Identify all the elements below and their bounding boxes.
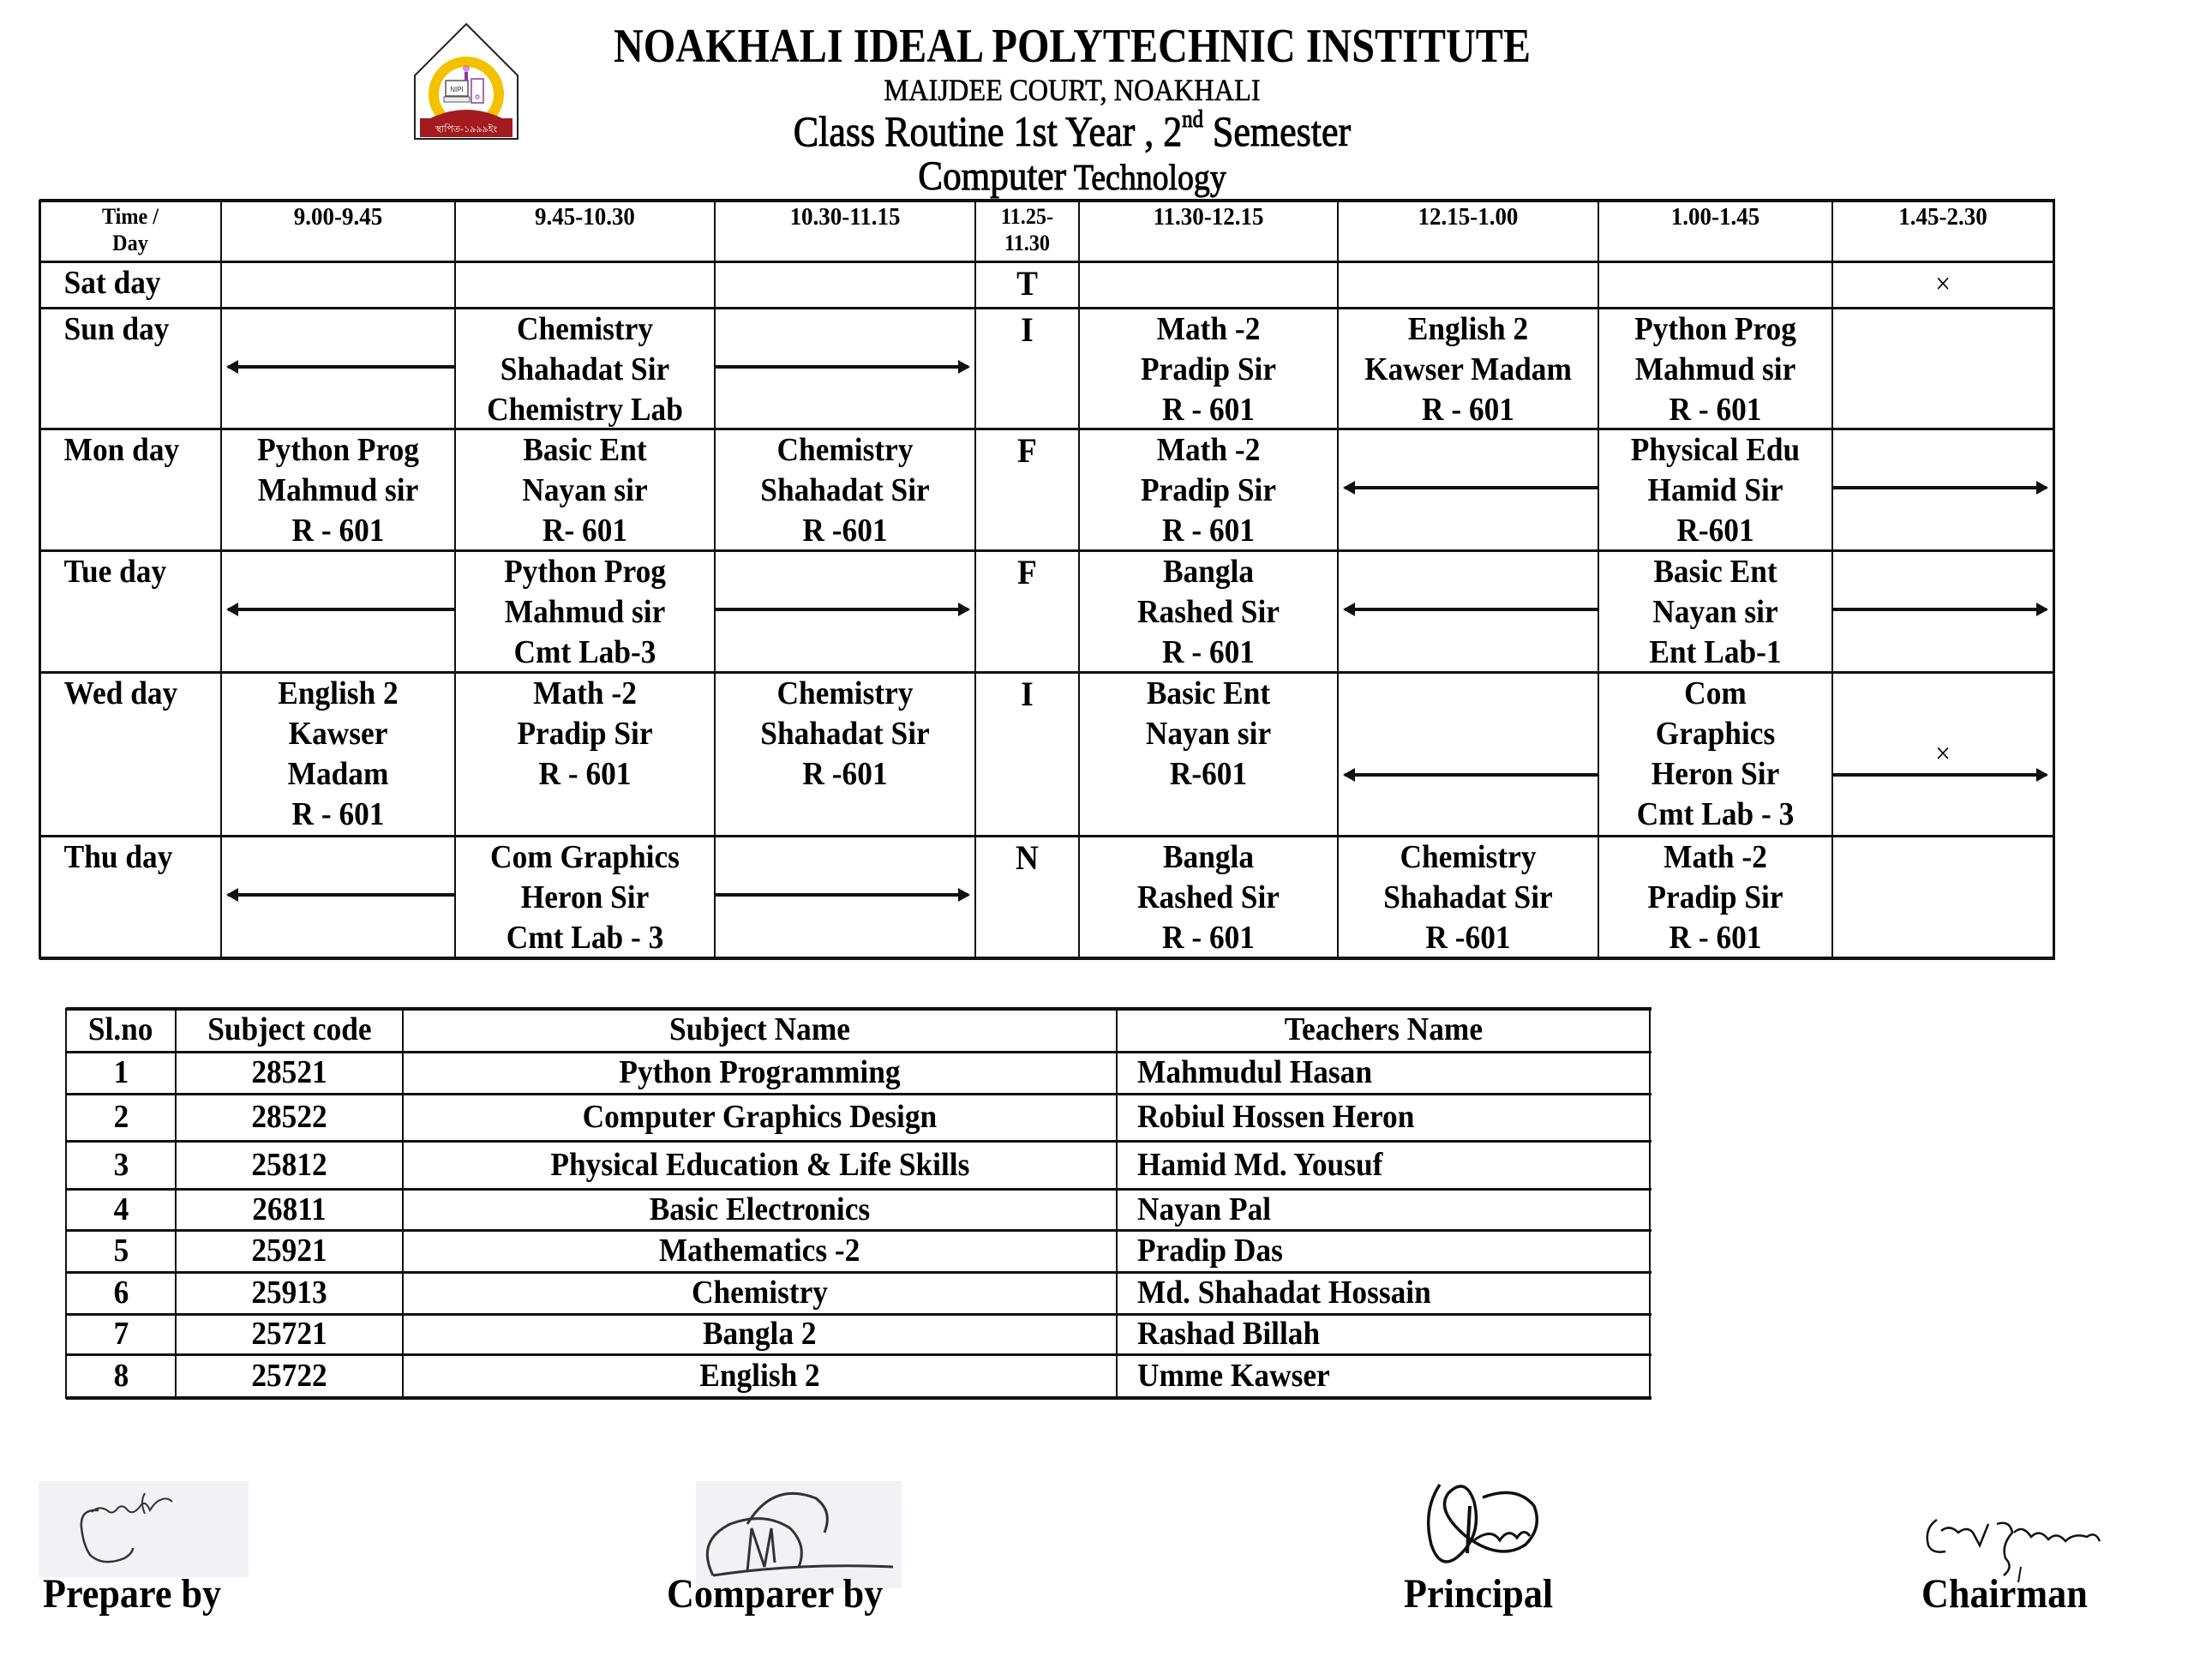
cell-line: Nayan sir: [1652, 594, 1778, 630]
time-slot-header: [1338, 200, 1598, 261]
cell-line: Madam: [287, 756, 389, 792]
cell-line: Basic Ent: [1146, 675, 1271, 711]
cell-text: Bangla 2: [703, 1316, 817, 1352]
serial-number: [66, 1094, 176, 1141]
cell-line: 11.30-12.15: [1153, 203, 1264, 231]
cell-text: Python Programming: [619, 1054, 901, 1090]
cell-line: Bangla: [1162, 839, 1255, 875]
cell-line: Shahadat Sir: [760, 716, 930, 752]
day-label: [39, 261, 221, 308]
cell-line: F: [1017, 431, 1037, 470]
cell-line: F: [1017, 553, 1037, 591]
cell-line: 10.30-11.15: [789, 203, 901, 231]
cell-text: Subject code: [207, 1011, 372, 1047]
cell-line: Nayan sir: [522, 472, 648, 508]
subject-name: [403, 1052, 1117, 1094]
class-cell: [1598, 308, 1832, 429]
cell-line: Ent Lab-1: [1649, 634, 1782, 670]
department-title: [107, 153, 2037, 200]
cell-line: Pradip Sir: [1140, 472, 1277, 508]
teacher-name: [1117, 1272, 1650, 1314]
cell-line: R - 601: [1162, 392, 1255, 428]
cell-line: Shahadat Sir: [500, 351, 670, 387]
cell-line: R - 601: [1669, 920, 1762, 956]
cell-line: Tue day: [63, 554, 167, 590]
cell-line: R - 601: [1162, 920, 1255, 956]
time-slot-header: [1079, 200, 1338, 261]
column-border: [2053, 200, 2055, 959]
class-cell: [455, 836, 715, 957]
cell-text: Computer Graphics Design: [582, 1099, 938, 1135]
routine-title-semester: Semester: [1202, 107, 1352, 155]
cell-text: 8: [113, 1358, 129, 1394]
cell-text: Chemistry: [691, 1275, 829, 1311]
no-class-mark: [1832, 672, 2053, 836]
arrow-right-icon: [715, 608, 968, 611]
break-letter: [975, 550, 1079, 672]
subject-code: [176, 1354, 403, 1397]
break-letter: [975, 308, 1079, 429]
routine-title-text: Class Routine 1st Year , 2: [793, 107, 1183, 155]
cell-line: R - 601: [1162, 634, 1255, 670]
cell-text: 7: [113, 1316, 129, 1352]
cell-line: Bangla: [1162, 554, 1255, 590]
cell-line: R- 601: [542, 513, 628, 549]
cell-line: Basic Ent: [523, 432, 647, 468]
cell-text: 2: [113, 1099, 129, 1135]
principal-signature: [1423, 1476, 1551, 1575]
cell-line: Math -2: [1663, 839, 1767, 875]
cell-line: ×: [1935, 268, 1951, 300]
class-cell: [1598, 672, 1832, 836]
class-cell: [1079, 672, 1338, 836]
cell-line: R - 601: [1162, 513, 1255, 549]
cell-line: Chemistry Lab: [487, 392, 683, 428]
cell-line: Com: [1684, 675, 1747, 711]
cell-text: Basic Electronics: [649, 1191, 871, 1227]
cell-line: R - 601: [538, 756, 632, 792]
time-slot-header: [1598, 200, 1832, 261]
svg-text:স্থাপিত-১৯৯৯ইং: স্থাপিত-১৯৯৯ইং: [435, 123, 498, 135]
cell-line: Mahmud sir: [1634, 351, 1796, 387]
cell-line: Pradip Sir: [517, 716, 653, 752]
day-label: [39, 672, 221, 836]
cell-line: Hamid Sir: [1647, 472, 1783, 508]
cell-line: Mahmud sir: [257, 472, 419, 508]
cell-text: Physical Education & Life Skills: [550, 1147, 969, 1183]
cell-line: Wed day: [63, 675, 178, 711]
cell-line: Chemistry: [1400, 839, 1537, 875]
cell-line: Com Graphics: [490, 839, 680, 875]
cell-line: Mahmud sir: [504, 594, 666, 630]
arrow-left-icon: [228, 893, 455, 897]
break-letter: [975, 836, 1079, 957]
subject-name: [403, 1314, 1117, 1354]
cell-text: 26811: [252, 1191, 327, 1227]
class-cell: [455, 429, 715, 550]
cell-text: Hamid Md. Yousuf: [1137, 1147, 1383, 1183]
arrow-right-icon: [715, 893, 968, 897]
class-cell: [221, 672, 455, 836]
cell-line: 12.15-1.00: [1418, 203, 1519, 231]
cell-text: Md. Shahadat Hossain: [1137, 1275, 1431, 1311]
cell-line: 9.45-10.30: [535, 203, 635, 231]
arrow-left-icon: [228, 365, 455, 369]
cell-text: Subject Name: [668, 1011, 851, 1047]
cell-line: English 2: [1407, 311, 1529, 347]
cell-line: Cmt Lab - 3: [506, 920, 664, 956]
day-label: [39, 429, 221, 550]
cell-line: R - 601: [1669, 392, 1762, 428]
class-cell: [1598, 429, 1832, 550]
class-cell: [1598, 550, 1832, 672]
cell-line: Pradip Sir: [1647, 879, 1783, 915]
routine-title: [129, 106, 2016, 156]
arrow-left-icon: [1345, 608, 1598, 611]
cell-text: 25722: [251, 1358, 327, 1394]
cell-line: Math -2: [1156, 432, 1261, 468]
cell-line: Rashed Sir: [1137, 594, 1280, 630]
time-slot-header: [1832, 200, 2053, 261]
teacher-name: [1117, 1141, 1650, 1189]
cell-line: 11.30: [1004, 231, 1051, 255]
cell-text: Nayan Pal: [1137, 1191, 1272, 1227]
serial-number: [66, 1141, 176, 1189]
cell-line: Python Prog: [1634, 311, 1796, 347]
serial-number: [66, 1272, 176, 1314]
cell-line: Heron Sir: [1651, 756, 1780, 792]
principal-label: Principal: [1404, 1571, 1554, 1617]
column-header: [1117, 1008, 1650, 1052]
cell-line: R - 601: [291, 796, 385, 832]
institute-address: MAIJDEE COURT, NOAKHALI: [884, 73, 1261, 107]
cell-line: N: [1016, 838, 1039, 877]
subject-name: [403, 1189, 1117, 1230]
corner-header: [39, 200, 221, 261]
cell-text: 1: [113, 1054, 129, 1090]
cell-line: R - 601: [1422, 392, 1514, 428]
cell-line: Chemistry: [776, 432, 914, 468]
subject-code: [176, 1141, 403, 1189]
arrow-right-icon: [1832, 773, 2047, 777]
class-cell: [1338, 308, 1598, 429]
teacher-name: [1117, 1230, 1650, 1272]
arrow-right-icon: [715, 365, 968, 369]
cell-text: 28521: [251, 1054, 327, 1090]
cell-line: R-601: [1169, 756, 1248, 792]
cell-line: Shahadat Sir: [760, 472, 930, 508]
time-slot-header: [975, 200, 1079, 261]
prepare-by-label: Prepare by: [43, 1571, 222, 1617]
cell-text: 25913: [251, 1275, 327, 1311]
class-cell: [455, 308, 715, 429]
break-letter: [975, 429, 1079, 550]
teacher-name: [1117, 1052, 1650, 1094]
subject-code: [176, 1189, 403, 1230]
class-cell: [1079, 836, 1338, 957]
cell-text: Pradip Das: [1137, 1233, 1283, 1269]
class-cell: [221, 429, 455, 550]
cell-line: Graphics: [1655, 716, 1776, 752]
cell-line: 1.45-2.30: [1898, 203, 1987, 231]
cell-line: Python Prog: [504, 554, 666, 590]
svg-text:NIPI: NIPI: [450, 86, 464, 93]
cell-line: R - 601: [291, 513, 385, 549]
cell-line: Nayan sir: [1145, 716, 1272, 752]
time-slot-header: [715, 200, 975, 261]
cell-text: 3: [113, 1147, 129, 1183]
cell-line: Cmt Lab - 3: [1636, 796, 1795, 832]
cell-line: R-601: [1676, 513, 1754, 549]
cell-line: Basic Ent: [1653, 554, 1777, 590]
cell-text: Mahmudul Hasan: [1137, 1054, 1372, 1090]
subject-name: [403, 1272, 1117, 1314]
subject-code: [176, 1052, 403, 1094]
class-cell: [1598, 836, 1832, 957]
cell-line: Shahadat Sir: [1383, 879, 1553, 915]
cell-line: English 2: [278, 675, 399, 711]
teacher-name: [1117, 1354, 1650, 1397]
cell-line: Pradip Sir: [1140, 351, 1277, 387]
cell-line: Kawser: [288, 716, 388, 752]
subject-name: [403, 1354, 1117, 1397]
cell-line: I: [1021, 310, 1034, 349]
prepare-signature: [39, 1476, 253, 1579]
class-cell: [715, 429, 975, 550]
cell-text: 4: [113, 1191, 129, 1227]
department-word-2: Technology: [1066, 159, 1226, 198]
cell-line: Math -2: [1156, 311, 1261, 347]
class-cell: [455, 550, 715, 672]
cell-line: Python Prog: [257, 432, 419, 468]
cell-line: Sat day: [63, 265, 161, 301]
class-cell: [1079, 308, 1338, 429]
cell-line: Sun day: [63, 311, 170, 347]
arrow-left-icon: [228, 608, 455, 611]
break-letter: [975, 261, 1079, 308]
cell-line: Day: [112, 231, 148, 255]
serial-number: [66, 1052, 176, 1094]
subject-name: [403, 1094, 1117, 1141]
column-header: [66, 1008, 176, 1052]
column-header: [403, 1008, 1117, 1052]
department-word-1: Computer: [918, 153, 1067, 199]
cell-text: Mathematics -2: [659, 1233, 860, 1269]
day-label: [39, 836, 221, 957]
subject-name: [403, 1141, 1117, 1189]
arrow-right-icon: [1832, 608, 2047, 611]
cell-text: 5: [113, 1233, 129, 1269]
teacher-name: [1117, 1314, 1650, 1354]
cell-text: 28522: [251, 1099, 327, 1135]
time-slot-header: [221, 200, 455, 261]
serial-number: [66, 1189, 176, 1230]
cell-text: 25812: [251, 1147, 327, 1183]
institute-name: NOAKHALI IDEAL POLYTECHNIC INSTITUTE: [613, 20, 1532, 73]
cell-line: Rashed Sir: [1137, 879, 1280, 915]
subject-code: [176, 1314, 403, 1354]
subject-code: [176, 1230, 403, 1272]
cell-line: 1.00-1.45: [1670, 203, 1760, 231]
day-label: [39, 550, 221, 672]
subject-code: [176, 1272, 403, 1314]
teacher-name: [1117, 1189, 1650, 1230]
cell-text: 25721: [251, 1316, 327, 1352]
cell-text: Rashad Billah: [1137, 1316, 1321, 1352]
cell-line: Cmt Lab-3: [513, 634, 656, 670]
class-cell: [1338, 836, 1598, 957]
class-cell: [1079, 429, 1338, 550]
column-header: [176, 1008, 403, 1052]
cell-line: Thu day: [63, 839, 173, 875]
cell-text: 6: [113, 1275, 129, 1311]
cell-line: Physical Edu: [1630, 432, 1801, 468]
subject-name: [403, 1230, 1117, 1272]
cell-text: English 2: [699, 1358, 820, 1394]
no-class-mark: [1832, 261, 2053, 308]
cell-line: 9.00-9.45: [293, 203, 383, 231]
arrow-right-icon: [1832, 486, 2047, 489]
cell-text: Umme Kawser: [1137, 1358, 1330, 1394]
cell-line: I: [1021, 675, 1034, 713]
cell-text: Sl.no: [88, 1011, 153, 1047]
time-slot-header: [455, 200, 715, 261]
class-cell: [715, 672, 975, 836]
cell-line: ×: [1935, 738, 1951, 770]
cell-line: 11.25-: [1000, 204, 1054, 229]
comparer-by-label: Comparer by: [667, 1571, 884, 1617]
subject-code: [176, 1094, 403, 1141]
cell-line: T: [1016, 264, 1038, 303]
cell-line: Chemistry: [776, 675, 914, 711]
cell-text: 25921: [251, 1233, 327, 1269]
cell-line: Kawser Madam: [1364, 351, 1572, 387]
serial-number: [66, 1314, 176, 1354]
cell-line: Chemistry: [516, 311, 654, 347]
cell-line: R -601: [1425, 920, 1511, 956]
teacher-name: [1117, 1094, 1650, 1141]
ordinal-suffix: nd: [1182, 106, 1203, 133]
chairman-label: Chairman: [1921, 1571, 2088, 1617]
arrow-left-icon: [1345, 486, 1598, 489]
cell-text: Robiul Hossen Heron: [1137, 1099, 1415, 1135]
day-label: [39, 308, 221, 429]
break-letter: [975, 672, 1079, 836]
cell-line: R -601: [802, 756, 888, 792]
serial-number: [66, 1354, 176, 1397]
cell-text: Teachers Name: [1284, 1011, 1483, 1047]
cell-line: Mon day: [63, 432, 180, 468]
cell-line: Heron Sir: [520, 879, 650, 915]
arrow-left-icon: [1345, 773, 1598, 777]
class-cell: [455, 672, 715, 836]
cell-line: Time /: [101, 204, 159, 229]
class-cell: [1079, 550, 1338, 672]
cell-line: R -601: [802, 513, 888, 549]
cell-line: Math -2: [533, 675, 637, 711]
serial-number: [66, 1230, 176, 1272]
